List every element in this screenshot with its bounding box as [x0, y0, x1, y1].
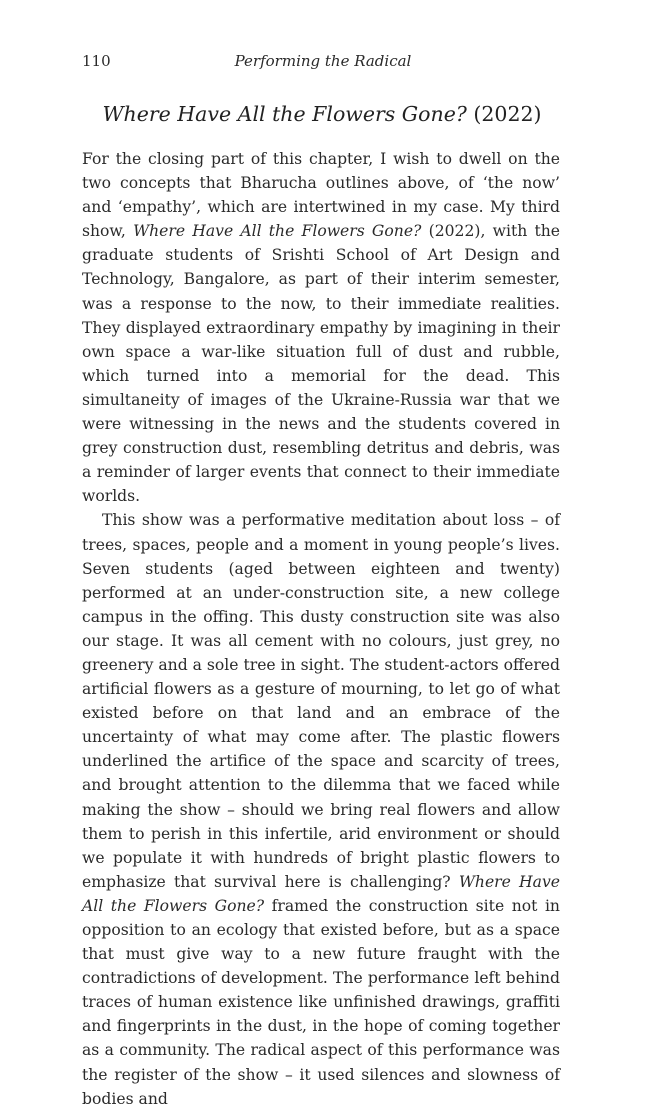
- page-number: 110: [82, 52, 111, 70]
- paragraph-1-italic-title: Where Have All the Flowers Gone?: [133, 222, 422, 241]
- running-title: Performing the Radical: [234, 52, 412, 70]
- paragraph-2: [82, 508, 560, 1110]
- paragraph-2-italic-title: Where Have All the Flowers Gone?: [82, 872, 560, 915]
- paragraph-2-part-b: framed the construction site not in opposition to an ecology that existed before, but as a space that must give way to a new future fraught with the contradictions of development. The performance left behind traces of human existence like unfinished drawings, graffiti and fingerprints in the dust, in the hope of coming together as a community. The radical aspect of this performance was the register of the show – it used silences and slowness of bodies and: [82, 896, 560, 1108]
- running-header: [82, 52, 562, 74]
- section-heading-title: Where Have All the Flowers Gone?: [102, 102, 467, 126]
- section-heading-year: (2022): [466, 102, 542, 126]
- paragraph-2-part-a: This show was a performative meditation about loss – of trees, spaces, people and a moment in young people’s lives. Seven students (aged between eighteen and twenty) performed at an under-construction site, a new college campus in the offing. This dusty construction site was also our stage. It was all cement with no colours, just grey, no greenery and a sole tree in sight. The student-actors offered artificial flowers as a gesture of mourning, to let go of what existed before on that land and an embrace of the uncertainty of what may come after. The plastic flowers underlined the artifice of the space and scarcity of trees, and brought attention to the dilemma that we faced while making the show – should we bring real flowers and allow them to perish in this infertile, arid environment or should we populate it with hundreds of bright plastic flowers to emphasize that survival here is challenging?: [82, 511, 560, 891]
- paragraph-1-part-a: For the closing part of this chapter, I wish to dwell on the two concepts that Bharucha outlines above, of ‘the now’ and ‘empathy’, which are intertwined in my case. My third show,: [82, 150, 560, 241]
- section-heading: [82, 100, 562, 128]
- paragraph-1-part-b: (2022), with the graduate students of Srishti School of Art Design and Technology, Bangalore, as part of their interim semester, was a response to the now, to their immediate realities. They displayed extraordinary empathy by imagining in their own space a war-like situation full of dust and rubble, which turned into a memorial for the dead. This simultaneity of images of the Ukraine-Russia war that we were witnessing in the news and the students covered in grey construction dust, resembling detritus and debris, was a reminder of larger events that connect to their immediate worlds.: [82, 222, 560, 506]
- body-text: [82, 147, 560, 1111]
- paragraph-1: [82, 147, 560, 508]
